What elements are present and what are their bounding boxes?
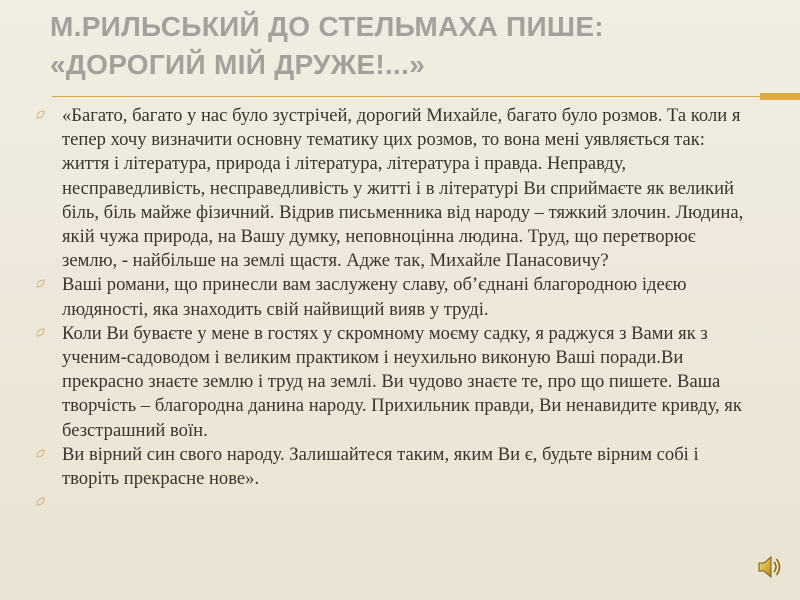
body-list: [34, 104, 754, 515]
slide-title: [50, 8, 770, 84]
paragraph-text: Ваші романи, що принесли вам заслужену славу, об’єднані благородною ідеєю людяності, яка знаходить свій найвищий вияв у труді.: [62, 274, 687, 320]
list-item: [34, 104, 754, 273]
divider-line: [52, 96, 792, 97]
divider-accent: [760, 93, 800, 100]
leaf-bullet-icon: [34, 327, 46, 339]
list-item-empty: [34, 491, 754, 515]
leaf-bullet-icon: [34, 109, 46, 121]
leaf-bullet-icon: [34, 278, 46, 290]
title-divider: [52, 92, 800, 102]
paragraph-text: «Багато, багато у нас було зустрічей, дорогий Михайле, багато було розмов. Та коли я тепер хочу визначити основну тематику цих розмов, то вона мені уявляється так: життя і література, природа і література, література і правда. Неправду, несправедливість, несправедливість у житті і в літературі Ви сприймаєте як великий біль, біль майже фізичний. Відрив письменника від народу – тяжкий злочин. Людина, якій чужа природа, на Вашу думку, неповноцінна людина. Труд, що перетворює землю, - найбільше на землі щастя. Адже так, Михайле Панасовичу?: [62, 105, 744, 272]
leaf-bullet-icon: [34, 496, 46, 508]
title-line-1: М.РИЛЬСЬКИЙ ДО СТЕЛЬМАХА ПИШЕ:: [50, 11, 604, 42]
leaf-bullet-icon: [34, 448, 46, 460]
speaker-icon[interactable]: [754, 552, 784, 582]
list-item: [34, 322, 754, 443]
list-item: [34, 443, 754, 491]
title-line-2: «ДОРОГИЙ МІЙ ДРУЖЕ!...»: [50, 49, 426, 80]
list-item: [34, 273, 754, 321]
paragraph-text: Ви вірний син свого народу. Залишайтеся таким, яким Ви є, будьте вірним собі і творіть прекрасне нове».: [62, 443, 699, 490]
paragraph-text: Коли Ви буваєте у мене в гостях у скромному моєму садку, я раджуся з Вами як з ученим-садоводом і великим практиком і неухильно виконую Ваші поради.Ви прекрасно знаєте землю і труд на землі. Ви чудово знаєте те, про що пишете. Ваша творчість – благородна данина народу. Прихильник правди, Ви ненавидите кривду, як безстрашний воїн.: [62, 322, 742, 441]
